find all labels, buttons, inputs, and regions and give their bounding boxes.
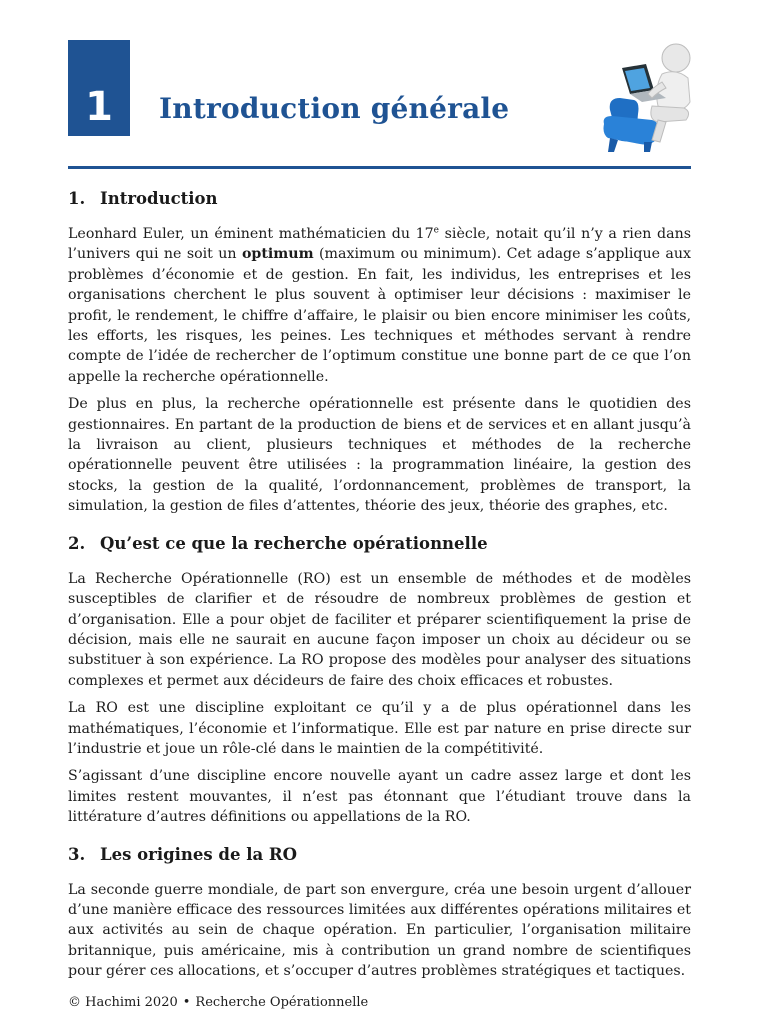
superscript-text: e: [433, 225, 439, 236]
section-title: Introduction: [100, 189, 218, 208]
paragraph: [68, 394, 691, 516]
paragraph-text: La seconde guerre mondiale, de part son envergure, créa une besoin urgent d’allouer d’une manière efficace des ressources limitées aux différentes opérations militaires et aux activités au sein de chaque opération. En particulier, l’organisation militaire britannique, puis américaine, mis à contribution un grand nombre de scientifiques pour gérer ces allocations, et s’occuper d’autres problèmes stratégiques et tactiques.: [68, 881, 691, 980]
footer-copyright: © Hachimi 2020: [68, 995, 178, 1010]
paragraph-text: Leonhard Euler, un éminent mathématicien du 17: [68, 226, 434, 242]
emphasis-text: optimum: [241, 246, 314, 263]
section-number: 2.: [68, 533, 86, 553]
page-footer: [68, 995, 368, 1010]
document-body: [68, 186, 691, 989]
paragraph: [68, 880, 691, 982]
paragraph-text: (maximum ou minimum). Cet adage s’applique aux problèmes d’économie et de gestion. En fait, les individus, les entreprises et les organisations cherchent le plus souvent à optimiser leur décisions : maximiser le profit, le rendement, le chiffre d’affaire, le plaisir ou bien encore minimiser les coûts, les efforts, les risques, les peines. Les techniques et méthodes servant à rendre compte de l’idée de rechercher de l’optimum constitue une bonne part de ce que l’on appelle la recherche opérationnelle.: [68, 246, 691, 385]
paragraph: [68, 569, 691, 691]
paragraph: [68, 698, 691, 759]
paragraph-text: S’agissant d’une discipline encore nouvelle ayant un cadre assez large et dont les limites restent mouvantes, il n’est pas étonnant que l’étudiant trouve dans la littérature d’autres définitions ou appellations de la RO.: [68, 768, 691, 826]
section-number: 1.: [68, 189, 86, 208]
section-heading: [68, 186, 691, 212]
paragraph-text: La RO est une discipline exploitant ce qu’il y a de plus opérationnel dans les mathématiques, l’économie et l’informatique. Elle est par nature en prise directe sur l’industrie et joue un rôle-clé dans le maintien de la compétitivité.: [68, 700, 691, 757]
section-title: Qu’est ce que la recherche opérationnelle: [100, 533, 488, 553]
paragraph-text: siècle, notait qu’il n’y a rien dans l’univers qui ne soit un: [68, 226, 691, 263]
section-heading: [68, 842, 691, 868]
person-with-laptop-icon: [600, 40, 704, 154]
paragraph-text: La Recherche Opérationnelle (RO) est un ensemble de méthodes et de modèles susceptibles de clarifier et de résoudre de nombreux problèmes de gestion et d’organisation. Elle a pour objet de faciliter et préparer scientifiquement la prise de décision, mais elle ne saurait en aucune façon imposer un choix au décideur ou se substituer à son expérience. La RO propose des modèles pour analyser des situations complexes et permet aux décideurs de faire des choix efficaces et robustes.: [68, 570, 691, 689]
paragraph: [68, 766, 691, 827]
chapter-number: 1: [85, 84, 113, 130]
header-rule: [68, 166, 691, 169]
paragraph: [68, 224, 691, 387]
section-heading: [68, 531, 691, 557]
section-title: Les origines de la RO: [100, 844, 298, 864]
paragraph-text: De plus en plus, la recherche opérationnelle est présente dans le quotidien des gestionnaires. En partant de la production de biens et de services et en allant jusqu’à la livraison au client, plusieurs techniques et méthodes de la recherche opérationnelle peuvent être utilisées : la programmation linéaire, la gestion des stocks, la gestion de la qualité, l’ordonnancement, problèmes de transport, la simulation, la gestion de files d’attentes, théorie des jeux, théorie des graphes, etc.: [68, 396, 691, 515]
chapter-number-box: [68, 40, 130, 136]
footer-book-title: Recherche Opérationnelle: [195, 995, 369, 1010]
footer-separator: •: [182, 995, 191, 1010]
section-number: 3.: [68, 844, 86, 864]
chapter-title: Introduction générale: [159, 92, 510, 125]
